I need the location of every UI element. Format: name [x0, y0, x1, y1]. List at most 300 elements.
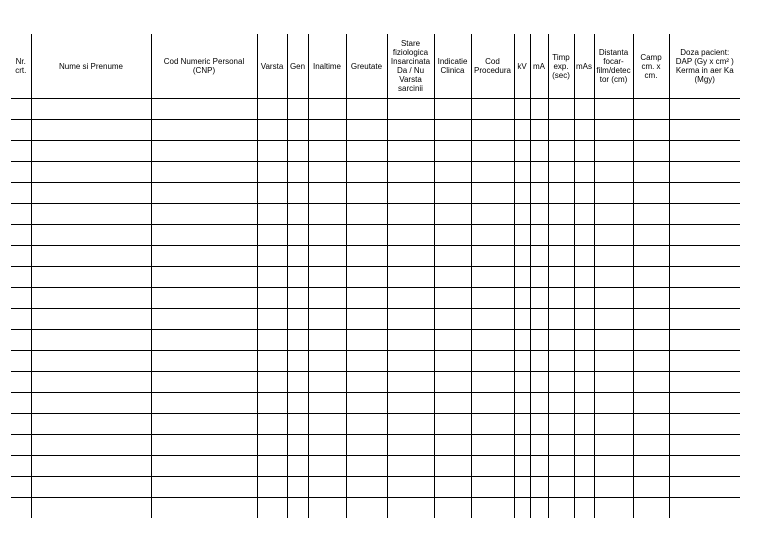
- table-cell[interactable]: [530, 372, 548, 393]
- table-cell[interactable]: [633, 498, 669, 519]
- table-cell[interactable]: [387, 435, 434, 456]
- table-cell[interactable]: [346, 183, 387, 204]
- table-cell[interactable]: [308, 477, 346, 498]
- table-cell[interactable]: [151, 141, 257, 162]
- table-cell[interactable]: [514, 330, 530, 351]
- table-cell[interactable]: [548, 414, 574, 435]
- table-cell[interactable]: [471, 225, 514, 246]
- table-cell[interactable]: [594, 99, 633, 120]
- table-cell[interactable]: [514, 141, 530, 162]
- table-cell[interactable]: [287, 183, 308, 204]
- table-cell[interactable]: [669, 183, 740, 204]
- table-cell[interactable]: [514, 204, 530, 225]
- table-cell[interactable]: [434, 414, 471, 435]
- table-cell[interactable]: [11, 267, 31, 288]
- table-cell[interactable]: [257, 351, 287, 372]
- table-cell[interactable]: [548, 477, 574, 498]
- table-cell[interactable]: [594, 435, 633, 456]
- table-cell[interactable]: [471, 330, 514, 351]
- table-cell[interactable]: [387, 288, 434, 309]
- table-cell[interactable]: [387, 477, 434, 498]
- table-cell[interactable]: [514, 309, 530, 330]
- table-cell[interactable]: [11, 99, 31, 120]
- table-cell[interactable]: [257, 162, 287, 183]
- table-cell[interactable]: [530, 141, 548, 162]
- table-cell[interactable]: [308, 498, 346, 519]
- table-cell[interactable]: [574, 435, 594, 456]
- table-cell[interactable]: [257, 246, 287, 267]
- table-cell[interactable]: [669, 330, 740, 351]
- table-cell[interactable]: [548, 267, 574, 288]
- table-cell[interactable]: [308, 330, 346, 351]
- table-cell[interactable]: [514, 498, 530, 519]
- table-cell[interactable]: [434, 120, 471, 141]
- table-cell[interactable]: [633, 435, 669, 456]
- table-cell[interactable]: [530, 309, 548, 330]
- table-cell[interactable]: [530, 246, 548, 267]
- table-cell[interactable]: [11, 141, 31, 162]
- table-cell[interactable]: [574, 141, 594, 162]
- table-cell[interactable]: [594, 141, 633, 162]
- table-cell[interactable]: [574, 498, 594, 519]
- table-cell[interactable]: [308, 351, 346, 372]
- table-cell[interactable]: [11, 330, 31, 351]
- table-cell[interactable]: [308, 225, 346, 246]
- table-cell[interactable]: [530, 435, 548, 456]
- table-cell[interactable]: [574, 120, 594, 141]
- table-cell[interactable]: [31, 351, 151, 372]
- table-cell[interactable]: [31, 225, 151, 246]
- table-cell[interactable]: [151, 162, 257, 183]
- table-cell[interactable]: [594, 393, 633, 414]
- table-cell[interactable]: [434, 498, 471, 519]
- table-cell[interactable]: [151, 414, 257, 435]
- table-cell[interactable]: [514, 477, 530, 498]
- table-cell[interactable]: [530, 225, 548, 246]
- table-cell[interactable]: [287, 414, 308, 435]
- table-cell[interactable]: [11, 498, 31, 519]
- table-cell[interactable]: [31, 288, 151, 309]
- table-cell[interactable]: [11, 204, 31, 225]
- table-cell[interactable]: [574, 225, 594, 246]
- table-cell[interactable]: [530, 267, 548, 288]
- table-cell[interactable]: [669, 372, 740, 393]
- table-cell[interactable]: [434, 435, 471, 456]
- table-cell[interactable]: [287, 120, 308, 141]
- table-cell[interactable]: [548, 456, 574, 477]
- table-cell[interactable]: [594, 498, 633, 519]
- table-cell[interactable]: [31, 414, 151, 435]
- table-cell[interactable]: [434, 225, 471, 246]
- table-cell[interactable]: [530, 99, 548, 120]
- table-cell[interactable]: [434, 309, 471, 330]
- table-cell[interactable]: [669, 141, 740, 162]
- table-cell[interactable]: [471, 351, 514, 372]
- table-cell[interactable]: [633, 183, 669, 204]
- table-cell[interactable]: [31, 330, 151, 351]
- table-cell[interactable]: [633, 246, 669, 267]
- table-cell[interactable]: [574, 456, 594, 477]
- table-cell[interactable]: [287, 477, 308, 498]
- table-cell[interactable]: [669, 414, 740, 435]
- table-cell[interactable]: [287, 141, 308, 162]
- table-cell[interactable]: [514, 183, 530, 204]
- table-cell[interactable]: [287, 372, 308, 393]
- table-cell[interactable]: [11, 183, 31, 204]
- table-cell[interactable]: [346, 351, 387, 372]
- table-cell[interactable]: [530, 120, 548, 141]
- table-cell[interactable]: [434, 162, 471, 183]
- table-cell[interactable]: [594, 225, 633, 246]
- table-cell[interactable]: [346, 141, 387, 162]
- table-cell[interactable]: [11, 288, 31, 309]
- table-cell[interactable]: [308, 162, 346, 183]
- table-cell[interactable]: [514, 456, 530, 477]
- table-cell[interactable]: [11, 162, 31, 183]
- table-cell[interactable]: [530, 477, 548, 498]
- table-cell[interactable]: [471, 99, 514, 120]
- table-cell[interactable]: [669, 498, 740, 519]
- table-cell[interactable]: [31, 267, 151, 288]
- table-cell[interactable]: [257, 267, 287, 288]
- table-cell[interactable]: [151, 267, 257, 288]
- table-cell[interactable]: [574, 414, 594, 435]
- table-cell[interactable]: [151, 498, 257, 519]
- table-cell[interactable]: [31, 246, 151, 267]
- table-cell[interactable]: [514, 162, 530, 183]
- table-cell[interactable]: [387, 99, 434, 120]
- table-cell[interactable]: [31, 498, 151, 519]
- table-cell[interactable]: [387, 225, 434, 246]
- table-cell[interactable]: [471, 183, 514, 204]
- table-cell[interactable]: [151, 246, 257, 267]
- table-cell[interactable]: [548, 372, 574, 393]
- table-cell[interactable]: [633, 351, 669, 372]
- table-cell[interactable]: [387, 414, 434, 435]
- table-cell[interactable]: [514, 99, 530, 120]
- table-cell[interactable]: [11, 309, 31, 330]
- table-cell[interactable]: [287, 309, 308, 330]
- table-cell[interactable]: [574, 267, 594, 288]
- table-cell[interactable]: [151, 288, 257, 309]
- table-cell[interactable]: [387, 183, 434, 204]
- table-cell[interactable]: [548, 246, 574, 267]
- table-cell[interactable]: [11, 435, 31, 456]
- table-cell[interactable]: [548, 288, 574, 309]
- table-cell[interactable]: [308, 309, 346, 330]
- table-cell[interactable]: [287, 162, 308, 183]
- table-cell[interactable]: [530, 162, 548, 183]
- table-cell[interactable]: [257, 204, 287, 225]
- table-cell[interactable]: [434, 246, 471, 267]
- table-cell[interactable]: [530, 330, 548, 351]
- table-cell[interactable]: [151, 204, 257, 225]
- table-cell[interactable]: [548, 141, 574, 162]
- table-cell[interactable]: [257, 372, 287, 393]
- table-cell[interactable]: [31, 141, 151, 162]
- table-cell[interactable]: [31, 477, 151, 498]
- table-cell[interactable]: [633, 456, 669, 477]
- table-cell[interactable]: [151, 225, 257, 246]
- table-cell[interactable]: [151, 435, 257, 456]
- table-cell[interactable]: [471, 204, 514, 225]
- table-cell[interactable]: [669, 435, 740, 456]
- table-cell[interactable]: [471, 162, 514, 183]
- table-cell[interactable]: [548, 204, 574, 225]
- table-cell[interactable]: [11, 246, 31, 267]
- table-cell[interactable]: [594, 204, 633, 225]
- table-cell[interactable]: [434, 372, 471, 393]
- table-cell[interactable]: [514, 120, 530, 141]
- table-cell[interactable]: [287, 351, 308, 372]
- table-cell[interactable]: [669, 225, 740, 246]
- table-cell[interactable]: [387, 246, 434, 267]
- table-cell[interactable]: [669, 204, 740, 225]
- table-cell[interactable]: [387, 498, 434, 519]
- table-cell[interactable]: [387, 393, 434, 414]
- table-cell[interactable]: [257, 498, 287, 519]
- table-cell[interactable]: [574, 309, 594, 330]
- table-cell[interactable]: [434, 393, 471, 414]
- table-cell[interactable]: [669, 477, 740, 498]
- table-cell[interactable]: [308, 246, 346, 267]
- table-cell[interactable]: [633, 309, 669, 330]
- table-cell[interactable]: [471, 288, 514, 309]
- table-cell[interactable]: [669, 288, 740, 309]
- table-cell[interactable]: [308, 435, 346, 456]
- table-cell[interactable]: [287, 330, 308, 351]
- table-cell[interactable]: [594, 288, 633, 309]
- table-cell[interactable]: [633, 141, 669, 162]
- table-cell[interactable]: [471, 393, 514, 414]
- table-cell[interactable]: [669, 393, 740, 414]
- table-cell[interactable]: [151, 99, 257, 120]
- table-cell[interactable]: [434, 351, 471, 372]
- table-cell[interactable]: [257, 456, 287, 477]
- table-cell[interactable]: [257, 309, 287, 330]
- table-cell[interactable]: [346, 162, 387, 183]
- table-cell[interactable]: [633, 225, 669, 246]
- table-cell[interactable]: [151, 183, 257, 204]
- table-cell[interactable]: [574, 330, 594, 351]
- table-cell[interactable]: [257, 288, 287, 309]
- table-cell[interactable]: [471, 309, 514, 330]
- table-cell[interactable]: [594, 456, 633, 477]
- table-cell[interactable]: [31, 393, 151, 414]
- table-cell[interactable]: [530, 288, 548, 309]
- table-cell[interactable]: [31, 99, 151, 120]
- table-cell[interactable]: [514, 435, 530, 456]
- table-cell[interactable]: [530, 414, 548, 435]
- table-cell[interactable]: [346, 372, 387, 393]
- table-cell[interactable]: [574, 288, 594, 309]
- table-cell[interactable]: [514, 246, 530, 267]
- table-cell[interactable]: [387, 141, 434, 162]
- table-cell[interactable]: [514, 267, 530, 288]
- table-cell[interactable]: [594, 477, 633, 498]
- table-cell[interactable]: [151, 477, 257, 498]
- table-cell[interactable]: [346, 330, 387, 351]
- table-cell[interactable]: [471, 246, 514, 267]
- table-cell[interactable]: [514, 372, 530, 393]
- table-cell[interactable]: [514, 351, 530, 372]
- table-cell[interactable]: [434, 330, 471, 351]
- table-cell[interactable]: [257, 141, 287, 162]
- table-cell[interactable]: [574, 246, 594, 267]
- table-cell[interactable]: [346, 120, 387, 141]
- table-cell[interactable]: [548, 309, 574, 330]
- table-cell[interactable]: [287, 267, 308, 288]
- table-cell[interactable]: [257, 99, 287, 120]
- table-cell[interactable]: [346, 204, 387, 225]
- table-cell[interactable]: [633, 204, 669, 225]
- table-cell[interactable]: [574, 99, 594, 120]
- table-cell[interactable]: [633, 393, 669, 414]
- table-cell[interactable]: [633, 288, 669, 309]
- table-cell[interactable]: [471, 435, 514, 456]
- table-cell[interactable]: [594, 246, 633, 267]
- table-cell[interactable]: [548, 435, 574, 456]
- table-cell[interactable]: [287, 246, 308, 267]
- table-cell[interactable]: [471, 498, 514, 519]
- table-cell[interactable]: [387, 309, 434, 330]
- table-cell[interactable]: [346, 267, 387, 288]
- table-cell[interactable]: [633, 330, 669, 351]
- table-cell[interactable]: [471, 456, 514, 477]
- table-cell[interactable]: [548, 330, 574, 351]
- table-cell[interactable]: [669, 99, 740, 120]
- table-cell[interactable]: [530, 183, 548, 204]
- table-cell[interactable]: [257, 330, 287, 351]
- table-cell[interactable]: [31, 183, 151, 204]
- table-cell[interactable]: [31, 309, 151, 330]
- table-cell[interactable]: [669, 309, 740, 330]
- table-cell[interactable]: [308, 288, 346, 309]
- table-cell[interactable]: [633, 99, 669, 120]
- table-cell[interactable]: [11, 414, 31, 435]
- table-cell[interactable]: [346, 246, 387, 267]
- table-cell[interactable]: [11, 477, 31, 498]
- table-cell[interactable]: [346, 477, 387, 498]
- table-cell[interactable]: [574, 351, 594, 372]
- table-cell[interactable]: [308, 372, 346, 393]
- table-cell[interactable]: [594, 414, 633, 435]
- table-cell[interactable]: [11, 456, 31, 477]
- table-cell[interactable]: [257, 414, 287, 435]
- table-cell[interactable]: [530, 498, 548, 519]
- table-cell[interactable]: [31, 162, 151, 183]
- table-cell[interactable]: [548, 225, 574, 246]
- table-cell[interactable]: [471, 372, 514, 393]
- table-cell[interactable]: [346, 498, 387, 519]
- table-cell[interactable]: [669, 162, 740, 183]
- table-cell[interactable]: [387, 267, 434, 288]
- table-cell[interactable]: [434, 183, 471, 204]
- table-cell[interactable]: [633, 120, 669, 141]
- table-cell[interactable]: [346, 99, 387, 120]
- table-cell[interactable]: [31, 456, 151, 477]
- table-cell[interactable]: [387, 456, 434, 477]
- table-cell[interactable]: [633, 162, 669, 183]
- table-cell[interactable]: [548, 498, 574, 519]
- table-cell[interactable]: [530, 393, 548, 414]
- table-cell[interactable]: [287, 435, 308, 456]
- table-cell[interactable]: [594, 120, 633, 141]
- table-cell[interactable]: [308, 120, 346, 141]
- table-cell[interactable]: [308, 456, 346, 477]
- table-cell[interactable]: [308, 141, 346, 162]
- table-cell[interactable]: [257, 435, 287, 456]
- table-cell[interactable]: [434, 456, 471, 477]
- table-cell[interactable]: [31, 372, 151, 393]
- table-cell[interactable]: [11, 120, 31, 141]
- table-cell[interactable]: [594, 309, 633, 330]
- table-cell[interactable]: [530, 204, 548, 225]
- table-cell[interactable]: [257, 477, 287, 498]
- table-cell[interactable]: [287, 204, 308, 225]
- table-cell[interactable]: [387, 330, 434, 351]
- table-cell[interactable]: [387, 120, 434, 141]
- table-cell[interactable]: [471, 120, 514, 141]
- table-cell[interactable]: [669, 456, 740, 477]
- table-cell[interactable]: [346, 435, 387, 456]
- table-cell[interactable]: [11, 225, 31, 246]
- table-cell[interactable]: [287, 288, 308, 309]
- table-cell[interactable]: [151, 372, 257, 393]
- table-cell[interactable]: [471, 267, 514, 288]
- table-cell[interactable]: [308, 99, 346, 120]
- table-cell[interactable]: [669, 246, 740, 267]
- table-cell[interactable]: [434, 204, 471, 225]
- table-cell[interactable]: [514, 225, 530, 246]
- table-cell[interactable]: [287, 498, 308, 519]
- table-cell[interactable]: [387, 351, 434, 372]
- table-cell[interactable]: [308, 204, 346, 225]
- table-cell[interactable]: [514, 288, 530, 309]
- table-cell[interactable]: [387, 204, 434, 225]
- table-cell[interactable]: [346, 225, 387, 246]
- table-cell[interactable]: [633, 414, 669, 435]
- table-cell[interactable]: [434, 267, 471, 288]
- table-cell[interactable]: [387, 372, 434, 393]
- table-cell[interactable]: [346, 393, 387, 414]
- table-cell[interactable]: [669, 120, 740, 141]
- table-cell[interactable]: [257, 183, 287, 204]
- table-cell[interactable]: [548, 393, 574, 414]
- table-cell[interactable]: [548, 162, 574, 183]
- table-cell[interactable]: [287, 99, 308, 120]
- table-cell[interactable]: [669, 351, 740, 372]
- table-cell[interactable]: [633, 267, 669, 288]
- table-cell[interactable]: [574, 477, 594, 498]
- table-cell[interactable]: [151, 393, 257, 414]
- table-cell[interactable]: [633, 477, 669, 498]
- table-cell[interactable]: [574, 162, 594, 183]
- table-cell[interactable]: [346, 414, 387, 435]
- table-cell[interactable]: [308, 267, 346, 288]
- table-cell[interactable]: [31, 120, 151, 141]
- table-cell[interactable]: [594, 267, 633, 288]
- table-cell[interactable]: [471, 477, 514, 498]
- table-cell[interactable]: [548, 99, 574, 120]
- table-cell[interactable]: [151, 330, 257, 351]
- table-cell[interactable]: [574, 393, 594, 414]
- table-cell[interactable]: [594, 372, 633, 393]
- table-cell[interactable]: [257, 120, 287, 141]
- table-cell[interactable]: [346, 309, 387, 330]
- table-cell[interactable]: [574, 183, 594, 204]
- table-cell[interactable]: [308, 414, 346, 435]
